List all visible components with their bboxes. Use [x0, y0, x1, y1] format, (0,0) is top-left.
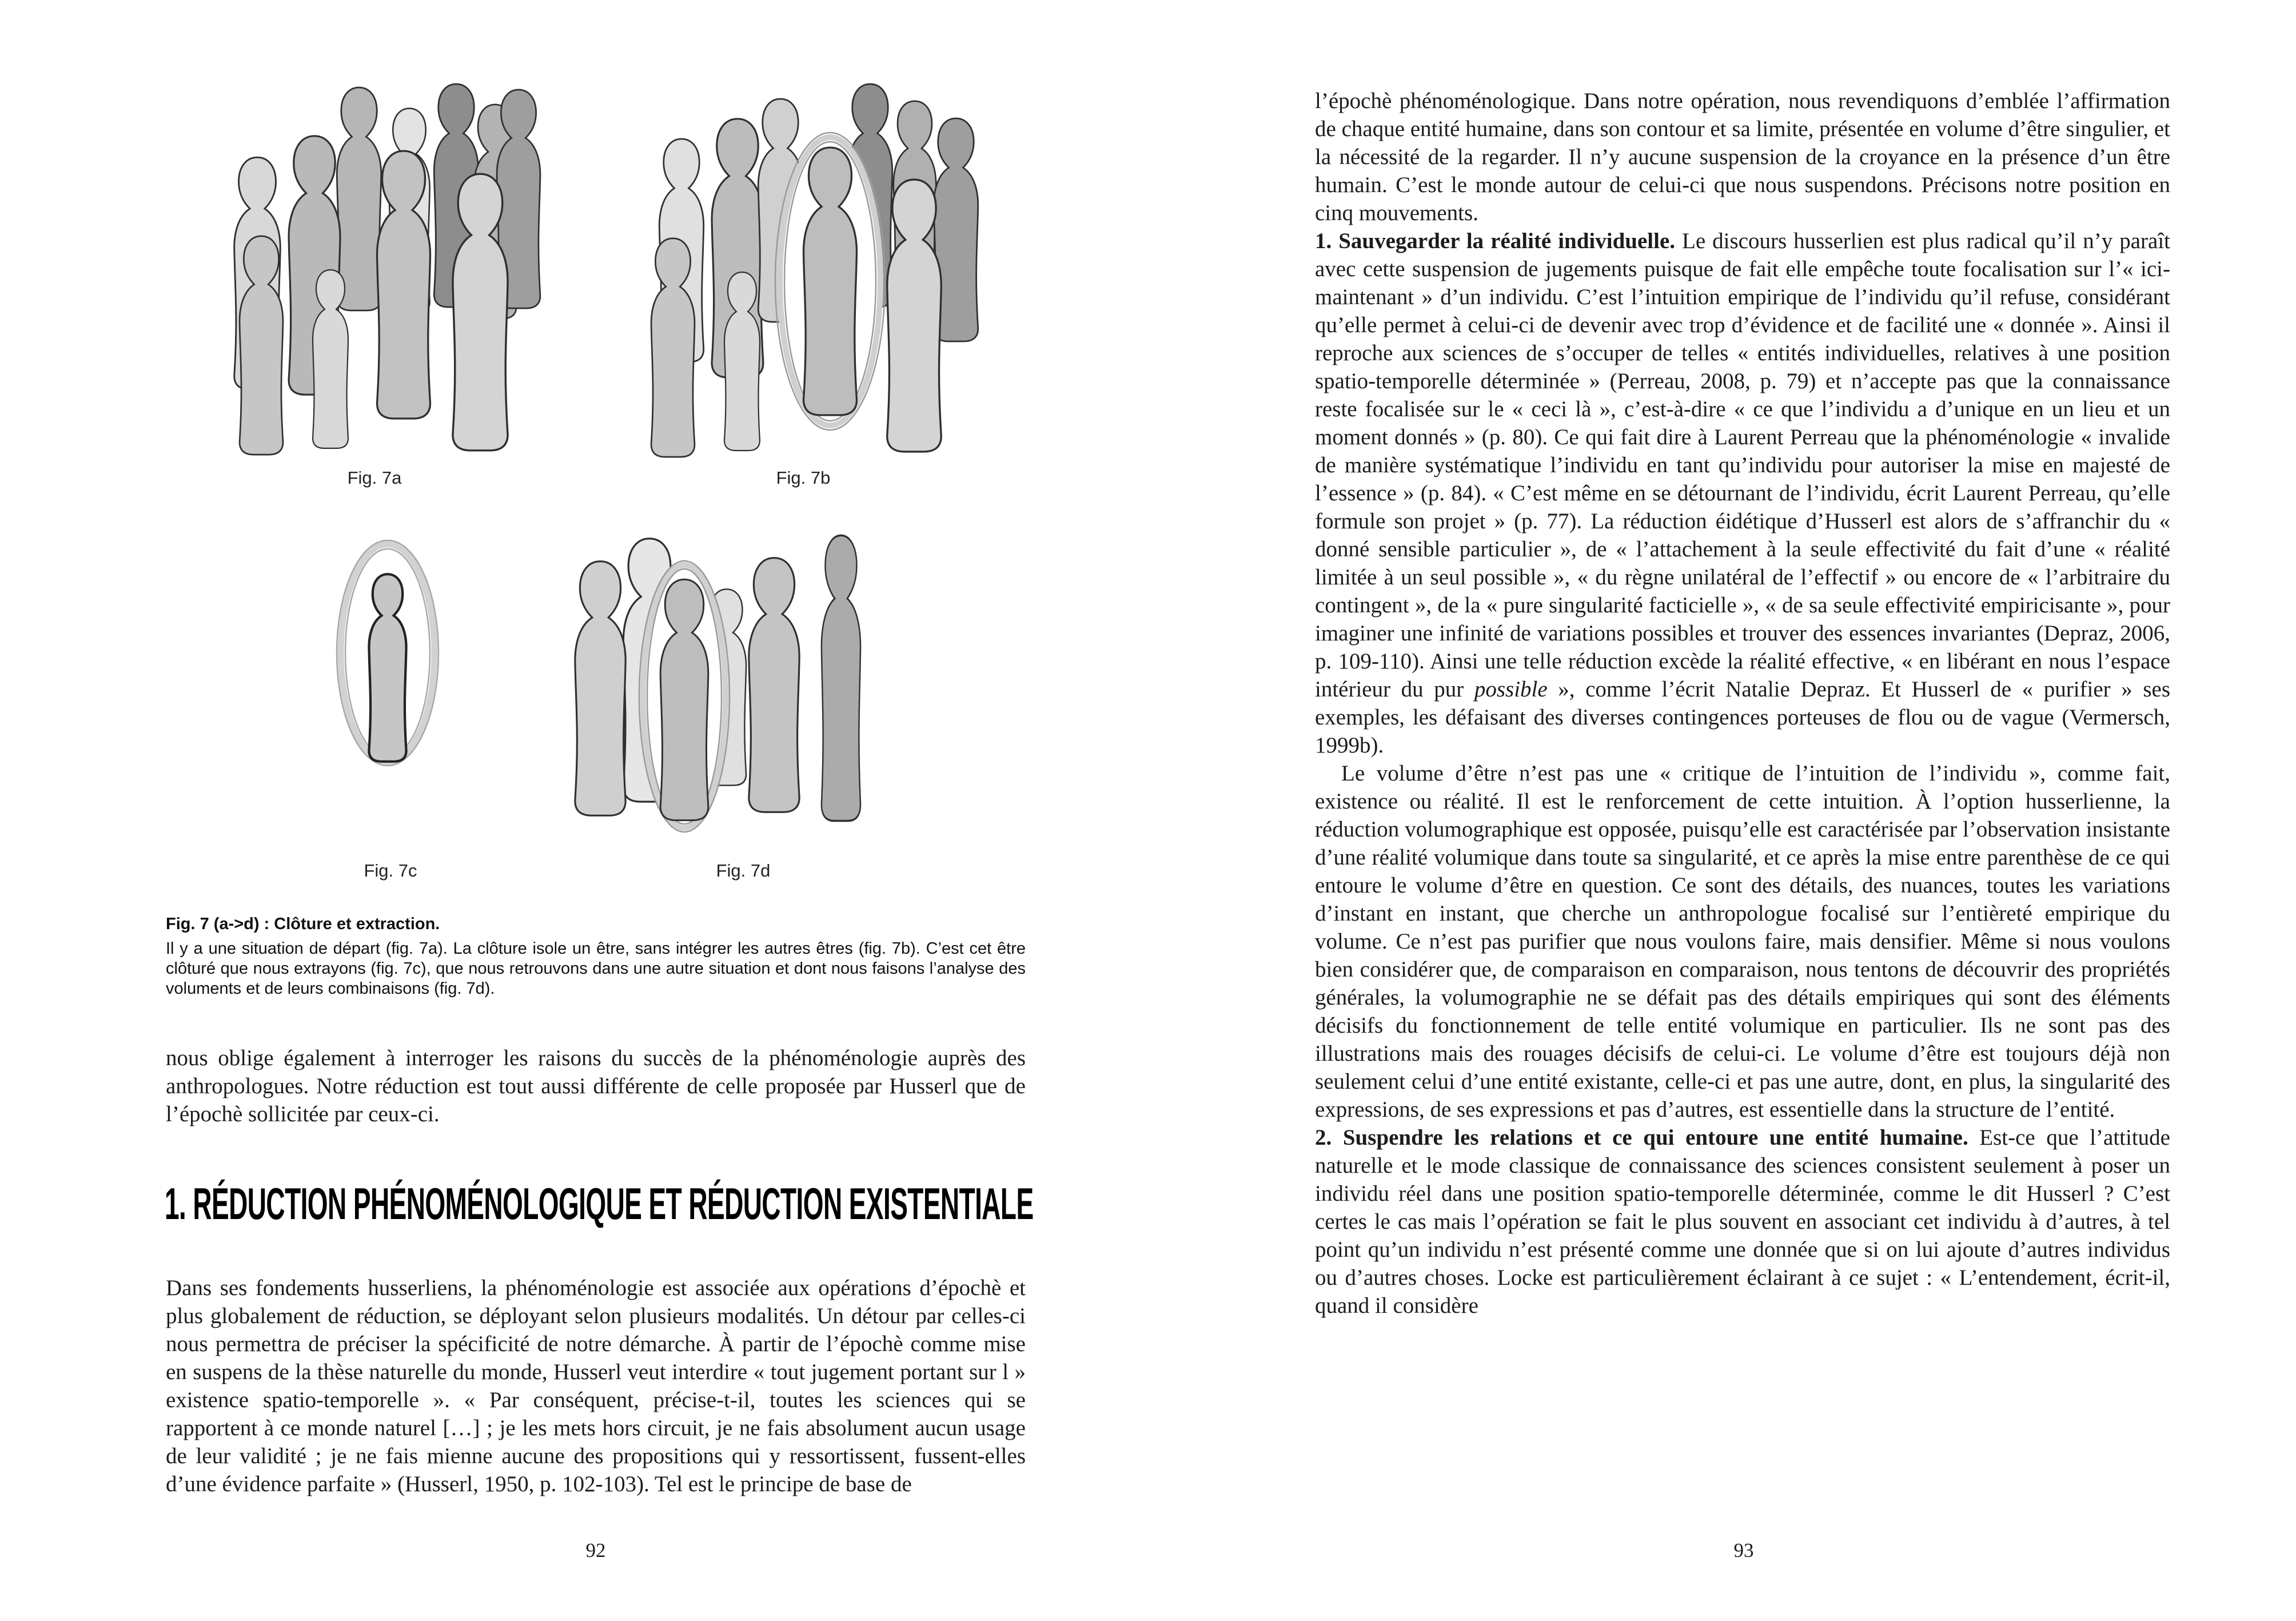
person-silhouette-enclosed: [804, 148, 857, 415]
figure-caption: [166, 914, 1026, 999]
person-silhouette-enclosed: [369, 574, 406, 762]
figure-7a: [200, 80, 549, 460]
person-silhouette: [575, 561, 625, 816]
movement-1-lead: 1. Sauvegarder la réalité individuelle.: [1315, 229, 1676, 253]
right-page: [1148, 0, 2296, 1621]
person-silhouette: [651, 238, 695, 457]
paragraph-movement-1: [1315, 227, 2170, 759]
person-silhouette: [749, 558, 799, 813]
figure-7d: [557, 531, 929, 837]
page-number-right: 93: [1733, 1539, 1754, 1562]
section-heading-text: 1. RÉDUCTION PHÉNOMÉNOLOGIQUE ET RÉDUCTION EXISTENTIALE: [165, 1178, 1034, 1229]
figure-label-7d: Fig. 7d: [716, 861, 771, 881]
figure-label-7a: Fig. 7a: [347, 468, 402, 488]
page-number-left: 92: [585, 1539, 606, 1562]
figure-caption-title: Fig. 7 (a->d) : Clôture et extraction.: [166, 915, 440, 933]
person-silhouette: [724, 272, 760, 451]
movement-1-text-b: », comme l’écrit Natalie Depraz. Et Husserl de « purifier » ses exemples, les défaisant des diverses contingences porteuses de flou ou de vague (Vermersch, 1999b).: [1315, 677, 2170, 758]
person-silhouette: [887, 180, 942, 452]
person-silhouette: [822, 535, 860, 821]
paragraph-volume-of-being: Le volume d’être n’est pas une « critique de l’intuition de l’individu », comme fait, existence ou réalité. Il est le renforcement de cette intuition. À l’option husserlienne, la réduction volumographique est opposée, puisqu’elle est caractérisée par l’observation insistante d’une réalité volumique dans toute sa singularité, et ce après la mise entre parenthèse de ce qui entoure le volume d’être en question. Ce sont des détails, des nuances, toutes les variations d’instant en instant, que cherche un anthropologue focalisé sur l’entièreté empirique du volume. Ce n’est pas purifier que nous voulons faire, mais densifier. Même si nous voulons bien considérer que, de comparaison en comparaison, nous tentons de découvrir des propriétés générales, la volumographie ne se défait pas des détails empiriques qui sont des éléments décisifs du fonctionnement de telle entité volumique en particulier. Ils ne sont pas des illustrations mais des rouages décisifs de celui-ci. Le volume d’être est toujours déjà non seulement celui d’une entité existante, celle-ci et pas une autre, dont, en plus, la singularité des expressions, de ses expressions et pas d’autres, est essentielle dans la structure de l’entité.: [1315, 761, 2170, 1122]
figure-label-7c: Fig. 7c: [364, 861, 417, 881]
person-silhouette: [313, 270, 348, 448]
figure-7c: [326, 532, 455, 775]
person-silhouette: [240, 236, 283, 455]
section-heading: [165, 1178, 1148, 1230]
movement-1-italic-word: possible: [1474, 677, 1548, 702]
person-silhouette: [377, 151, 431, 419]
movement-2-lead: 2. Suspendre les relations et ce qui entoure une entité humaine.: [1315, 1125, 1968, 1150]
movement-2-text: Est-ce que l’attitude naturelle et le mode classique de connaissance des sciences consistent seulement à poser un individu réel dans une position spatio-temporelle déterminée, comme le dit Husserl ? C’est certes le cas mais l’opération se fait le plus souvent en associant cet individu à d’autres, à tel point qu’un individu n’est présenté comme une donnée que si on lui ajoute d’autres individus ou d’autres choses. Locke est particulièrement éclairant à ce sujet : « L’entendement, écrit-il, quand il considère: [1315, 1125, 2170, 1318]
figure-7b: [617, 80, 989, 460]
person-silhouette: [453, 174, 508, 451]
person-silhouette: [337, 87, 381, 310]
paragraph-epoche: l’épochè phénoménologique. Dans notre opération, nous revendiquons d’emblée l’affirmation de chaque entité humaine, dans son contour et sa limite, présentée en volume d’être singulier, et la nécessité de la regarder. Il n’y aucune suspension de la croyance en la présence d’un être humain. C’est le monde autour de celui-ci que nous suspendons. Précisons notre position en cinq mouvements.: [1315, 89, 2170, 225]
right-text-column: [1315, 87, 2170, 1320]
paragraph-continuation: nous oblige également à interroger les raisons du succès de la phénoménologie auprès des anthropologues. Notre réduction est tout aussi différente de celle proposée par Husserl que de l’épochè sollicitée par ceux-ci.: [166, 1046, 1026, 1126]
figure-caption-body: Il y a une situation de départ (fig. 7a). La clôture isole un être, sans intégrer les autres êtres (fig. 7b). C’est cet être clôturé que nous extrayons (fig. 7c), que nous retrouvons dans une autre situation et dont nous faisons l’analyse des voluments et de leurs combinaisons (fig. 7d).: [166, 939, 1026, 998]
figure-label-7b: Fig. 7b: [776, 468, 831, 488]
paragraph-husserl-foundations: Dans ses fondements husserliens, la phénoménologie est associée aux opérations d’épochè et plus globalement de réduction, se déployant selon plusieurs modalités. Un détour par celles-ci nous permettra de préciser la spécificité de notre démarche. À partir de l’épochè comme mise en suspens de la thèse naturelle du monde, Husserl veut interdire « tout jugement portant sur l » existence spatio-temporelle ». « Par conséquent, précise-t-il, toutes les sciences qui se rapportent à ce monde naturel […] ; je les mets hors circuit, je ne fais absolument aucun usage de leur validité ; je ne fais mienne aucune des propositions qui y ressortissent, fussent-elles d’une évidence parfaite » (Husserl, 1950, p. 102-103). Tel est le principe de base de: [166, 1276, 1026, 1496]
paragraph-movement-2: [1315, 1124, 2170, 1320]
person-silhouette-enclosed: [660, 579, 708, 820]
movement-1-text-a: Le discours husserlien est plus radical qu’il n’y paraît avec cette suspension de jugements puisque de fait elle empêche toute focalisation sur l’« ici-maintenant » d’un individu. C’est l’intuition empirique de l’individu qu’il refuse, considérant qu’elle permet à celui-ci de devenir avec trop d’évidence et de facilité une « donnée ». Ainsi il reproche aux sciences de s’occuper de telles « entités individuelles, relatives à une position spatio-temporelle déterminée » (Perreau, 2008, p. 79) et n’accepte pas que la connaissance reste focalisée sur le « ceci là », c’est-à-dire « ce que l’individu a d’unique en un lieu et un moment donnés » (p. 80). Ce qui fait dire à Laurent Perreau que la phénoménologie « invalide de manière systématique l’individu en tant qu’individu pour autoriser la mise en majesté de l’essence » (p. 84). « C’est même en se détournant de l’individu, écrit Laurent Perreau, qu’elle formule son projet » (p. 77). La réduction éidétique d’Husserl est alors de s’affranchir du « donné sensible particulier », de « l’attachement à la seule effectivité du fait d’une « réalité limitée à un seul possible », « du règne unilatéral de l’effectif » ou encore de « l’arbitraire du contingent », de la « pure singularité facticielle », « de sa seule effectivité empiricisante », pour imaginer une infinité de variations possibles et trouver des essences invariantes (Depraz, 2006, p. 109-110). Ainsi une telle réduction excède la réalité effective, « en libérant en nous l’espace intérieur du pur: [1315, 229, 2170, 702]
